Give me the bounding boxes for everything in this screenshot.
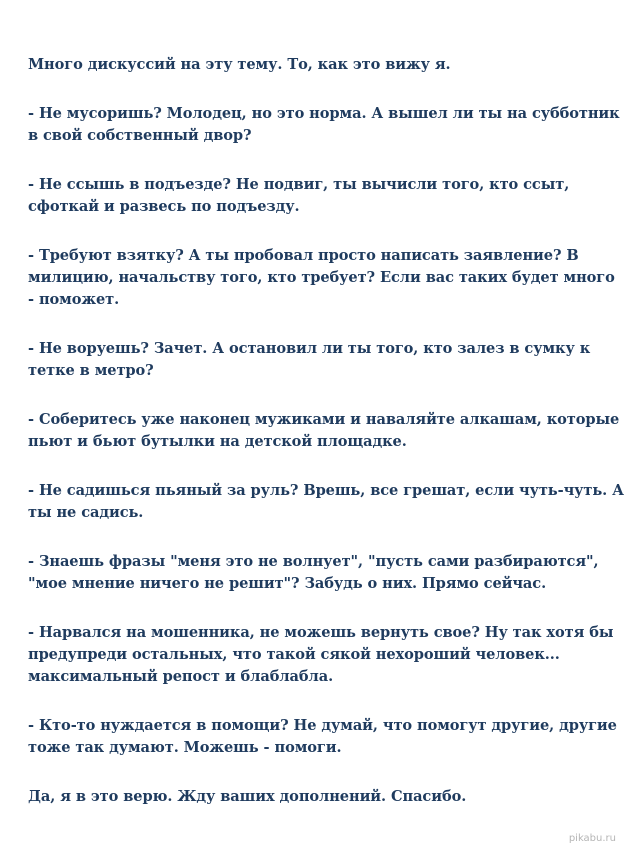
paragraph-playground: [28, 409, 620, 453]
document-body: [28, 54, 624, 835]
text-line: ты не садись.: [28, 504, 144, 521]
text-line: - Не воруешь? Зачет. А остановил ли ты того, кто залез в сумку к: [28, 340, 591, 357]
text-line: Да, я в это верю. Жду ваших дополнений. Спасибо.: [28, 788, 467, 805]
paragraph-entrance: [28, 174, 613, 218]
paragraph-indifference: [28, 551, 613, 595]
text-line: максимальный репост и блаблабла.: [28, 668, 334, 685]
text-line: - поможет.: [28, 291, 120, 308]
paragraph-fraud: [28, 622, 613, 688]
text-line: милицию, начальству того, кто требует? Если вас таких будет много: [28, 269, 615, 286]
text-line: сфоткай и развесь по подъезду.: [28, 198, 300, 215]
paragraph-littering: [28, 103, 620, 147]
paragraph-intro: [28, 54, 613, 76]
text-line: предупреди остальных, что такой сякой нехороший человек...: [28, 646, 560, 663]
text-line: пьют и бьют бутылки на детской площадке.: [28, 433, 407, 450]
text-line: "мое мнение ничего не решит"? Забудь о них. Прямо сейчас.: [28, 575, 547, 592]
text-line: - Знаешь фразы "меня это не волнует", "пусть сами разбираются",: [28, 553, 599, 570]
text-line: в свой собственный двор?: [28, 127, 252, 144]
text-line: - Не ссышь в подъезде? Не подвиг, ты вычисли того, кто ссыт,: [28, 176, 570, 193]
text-line: - Нарвался на мошенника, не можешь вернуть свое? Ну так хотя бы: [28, 624, 614, 641]
paragraph-bribe: [28, 245, 613, 311]
text-line: тоже так думают. Можешь - помоги.: [28, 739, 342, 756]
paragraph-help: [28, 715, 617, 759]
paragraph-drunk-driving: [28, 480, 624, 524]
paragraph-theft: [28, 338, 613, 382]
text-line: тетке в метро?: [28, 362, 154, 379]
text-line: - Требуют взятку? А ты пробовал просто написать заявление? В: [28, 247, 579, 264]
text-line: - Соберитесь уже наконец мужиками и наваляйте алкашам, которые: [28, 411, 620, 428]
text-line: - Не садишься пьяный за руль? Врешь, все грешат, если чуть-чуть. А: [28, 482, 624, 499]
text-line: - Кто-то нуждается в помощи? Не думай, что помогут другие, другие: [28, 717, 617, 734]
text-line: - Не мусоришь? Молодец, но это норма. А вышел ли ты на субботник: [28, 105, 620, 122]
paragraph-closing: [28, 786, 613, 808]
watermark: pikabu.ru: [568, 833, 616, 844]
text-line: Много дискуссий на эту тему. То, как это вижу я.: [28, 56, 451, 73]
